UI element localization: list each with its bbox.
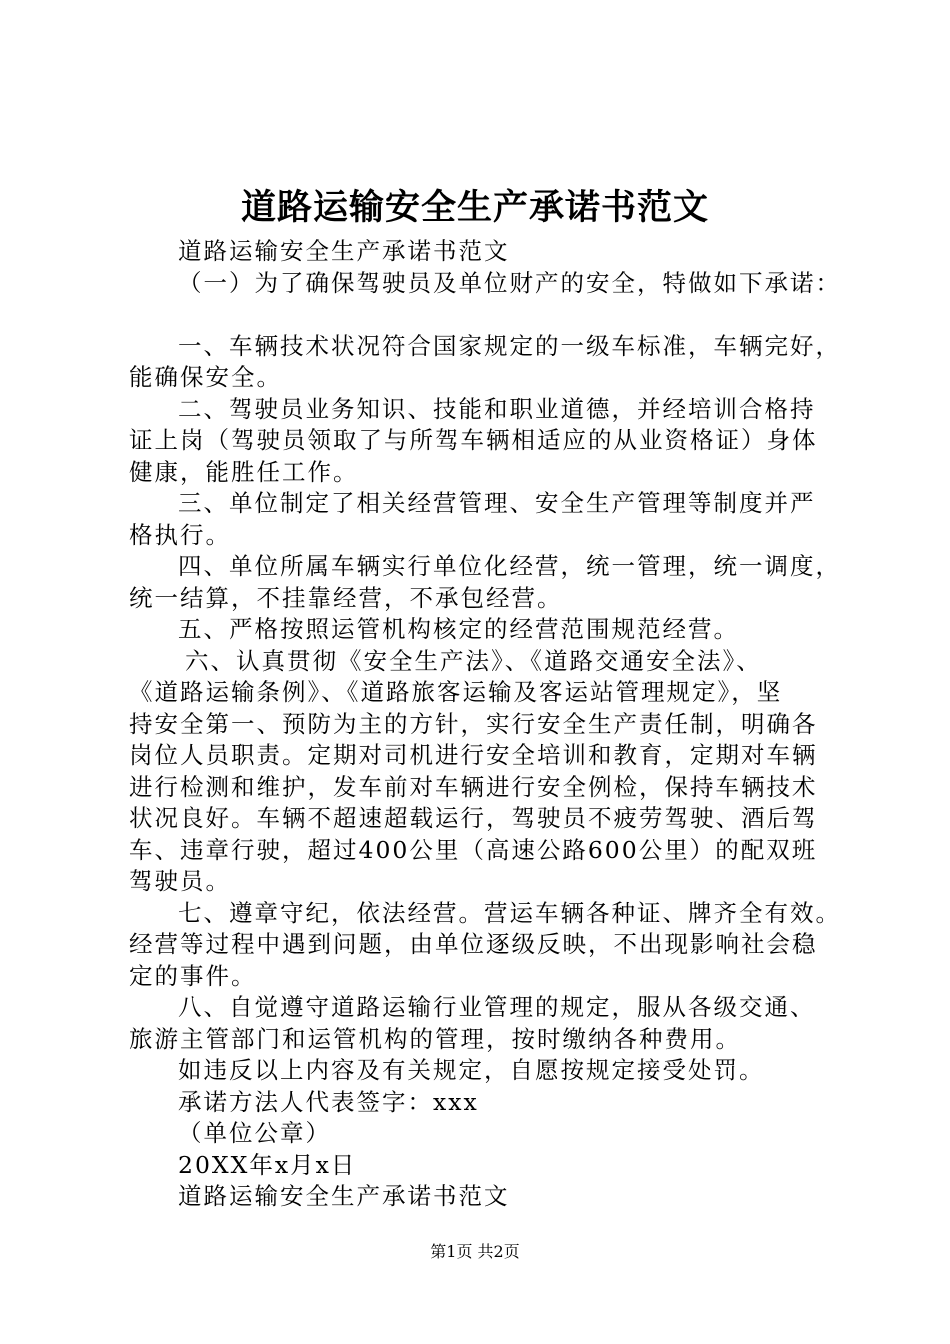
paragraph-line: 六、认真贯彻《安全生产法》、《道路交通安全法》、 [185, 646, 762, 675]
paragraph-line: 统一结算，不挂靠经营，不承包经营。 [129, 583, 563, 612]
paragraph-line: 五、严格按照运管机构核定的经营范围规范经营。 [178, 615, 739, 643]
blank-line [129, 299, 834, 331]
paragraph-line: 《道路运输条例》、《道路旅客运输及客运站管理规定》，坚 [129, 678, 783, 706]
paragraph-line: 证上岗（驾驶员领取了与所驾车辆相适应的从业资格证）身体 [129, 426, 818, 454]
paragraph-line: 持安全第一、预防为主的方针，实行安全生产责任制，明确各 [129, 709, 818, 738]
paragraph-line: 经营等过程中遇到问题，由单位逐级反映，不出现影响社会稳 [129, 930, 818, 958]
paragraph-line: 七、遵章守纪，依法经营。营运车辆各种证、牌齐全有效。 [178, 898, 841, 927]
paragraph-line: 驾驶员。 [129, 867, 231, 895]
paragraph-line: 三、单位制定了相关经营管理、安全生产管理等制度并严 [178, 489, 816, 517]
paragraph-line: 格执行。 [129, 520, 231, 549]
closing-title-line: 道路运输安全生产承诺书范文 [178, 1182, 510, 1210]
paragraph-line: 岗位人员职责。定期对司机进行安全培训和教育，定期对车辆 [129, 741, 818, 769]
document-title: 道路运输安全生产承诺书范文 [240, 187, 709, 228]
paragraph-line: 四、单位所属车辆实行单位化经营，统一管理，统一调度， [178, 552, 841, 580]
intro-line: （一）为了确保驾驶员及单位财产的安全，特做如下承诺： [178, 268, 841, 297]
paragraph-line: 进行检测和维护，发车前对车辆进行安全例检，保持车辆技术 [129, 772, 818, 801]
paragraph-line: 二、驾驶员业务知识、技能和职业道德，并经培训合格持 [178, 394, 816, 423]
paragraph-line: 八、自觉遵守道路运输行业管理的规定，服从各级交通、 [178, 993, 816, 1021]
paragraph-line: 旅游主管部门和运管机构的管理，按时缴纳各种费用。 [129, 1024, 741, 1053]
penalty-line: 如违反以上内容及有关规定，自愿按规定接受处罚。 [178, 1056, 765, 1084]
paragraph-line: 状况良好。车辆不超速超载运行，驾驶员不疲劳驾驶、酒后驾 [129, 804, 818, 832]
paragraph-line: 一、车辆技术状况符合国家规定的一级车标准，车辆完好， [178, 331, 841, 360]
paragraph-line: 车、违章行驶，超过400公里（高速公路600公里）的配双班 [129, 835, 818, 864]
page-number-footer: 第1页 共2页 [430, 1242, 520, 1261]
paragraph-line: 定的事件。 [129, 961, 257, 990]
paragraph-line: 能确保安全。 [129, 363, 282, 391]
paragraph-line: 健康，能胜任工作。 [129, 457, 359, 486]
signature-line: 承诺方法人代表签字：xxx [178, 1087, 479, 1116]
seal-line: （单位公章） [178, 1119, 331, 1147]
date-line: 20XX年x月x日 [178, 1150, 357, 1179]
document-body [129, 236, 841, 1213]
subtitle-line: 道路运输安全生产承诺书范文 [178, 237, 510, 265]
